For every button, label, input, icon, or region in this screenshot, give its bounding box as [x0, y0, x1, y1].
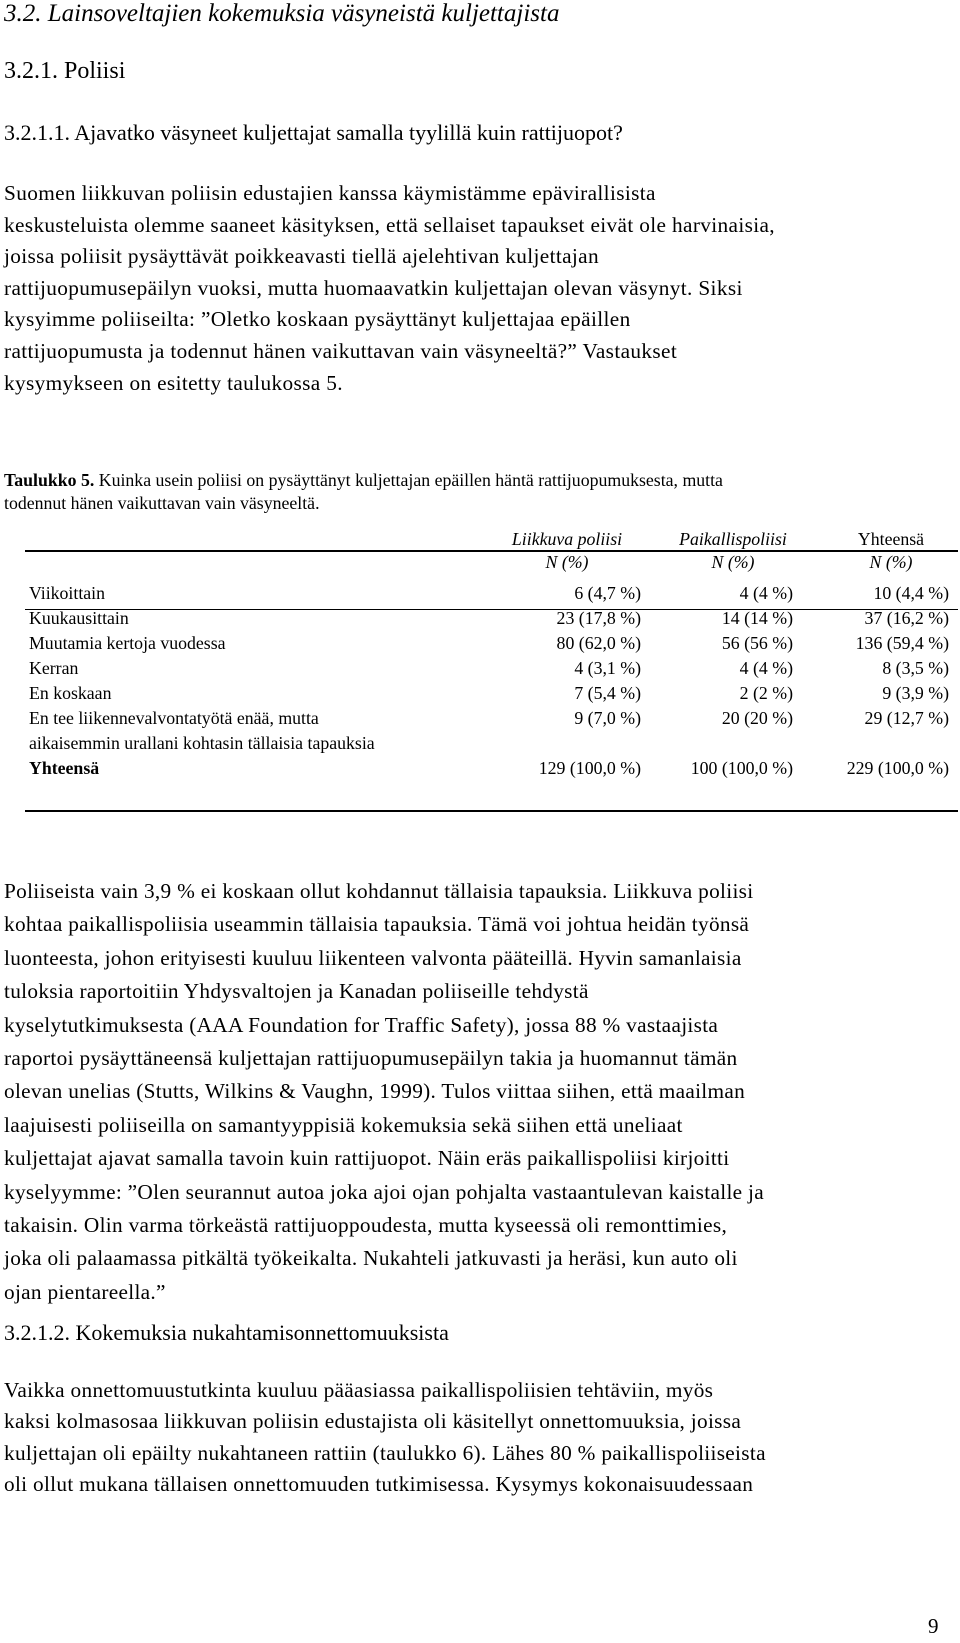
cell-liikkuva: 6 (4,7 %) [574, 583, 641, 603]
table-caption-label: Taulukko 5. [4, 470, 95, 490]
cell-liikkuva: 80 (62,0 %) [556, 633, 641, 653]
col-header-yhteensa [821, 528, 960, 574]
row-label: Kerran [29, 658, 79, 678]
cell-liikkuva: 129 (100,0 %) [538, 758, 641, 778]
paragraph-line: keskusteluista olemme saaneet käsityksen, että sellaiset tapaukset eivät ole harvinaisia, [4, 212, 775, 237]
col-header-unit: N (%) [545, 552, 589, 572]
cell-yhteensa: 29 (12,7 %) [864, 708, 949, 728]
table-caption [4, 469, 934, 515]
col-header-unit: N (%) [869, 552, 913, 572]
paragraph-line: kysymykseen on esitetty taulukossa 5. [4, 370, 343, 395]
paragraph-line: rattijuopumusta ja todennut hänen vaikuttavan vain väsyneeltä?” Vastaukset [4, 338, 678, 363]
row-label: En tee liikennevalvontatyötä enää, mutta [29, 708, 319, 728]
row-label: Viikoittain [29, 583, 105, 603]
cell-liikkuva: 23 (17,8 %) [556, 608, 641, 628]
table-bottom-rule [25, 810, 958, 812]
cell-yhteensa: 136 (59,4 %) [855, 633, 949, 653]
cell-paikallis: 14 (14 %) [721, 608, 793, 628]
paragraph-line: laajuisesti poliiseilla on samantyyppisiä kokemuksia sekä siihen että uneliaat [4, 1112, 683, 1137]
cell-yhteensa: 10 (4,4 %) [873, 583, 949, 603]
section-title: 3.2. Lainsoveltajien kokemuksia väsyneistä kuljettajista [4, 0, 560, 27]
page-number: 9 [928, 1614, 939, 1638]
paragraph-line: kyselytutkimuksesta (AAA Foundation for Traffic Safety), jossa 88 % vastaajista [4, 1012, 719, 1037]
intro-paragraph [4, 178, 944, 399]
paragraph-line: Poliiseista vain 3,9 % ei koskaan ollut kohdannut tällaisia tapauksia. Liikkuva poliisi [4, 879, 754, 903]
cell-yhteensa: 37 (16,2 %) [864, 608, 949, 628]
cell-paikallis: 2 (2 %) [739, 683, 793, 703]
table-header-rule [25, 609, 958, 610]
row-label: Muutamia kertoja vuodessa [29, 633, 226, 653]
subsubsection-title: 3.2.1.1. Ajavatko väsyneet kuljettajat samalla tyylillä kuin rattijuopot? [4, 120, 623, 145]
cell-paikallis: 100 (100,0 %) [690, 758, 793, 778]
cell-paikallis: 4 (4 %) [739, 583, 793, 603]
cell-yhteensa: 9 (3,9 %) [882, 683, 949, 703]
subsection-title: 3.2.1. Poliisi [4, 58, 126, 84]
paragraph-line: oli ollut mukana tällaisen onnettomuuden tutkimisessa. Kysymys kokonaisuudessaan [4, 1471, 754, 1496]
cell-liikkuva: 7 (5,4 %) [574, 683, 641, 703]
paragraph-line: takaisin. Olin varma törkeästä rattijuoppoudesta, mutta kyseessä oli remonttimies, [4, 1213, 728, 1238]
paragraph-line: joka oli palaamassa pitkältä työkeikalta. Nukahteli jatkuvasti ja heräsi, kun auto oli [4, 1246, 738, 1271]
paragraph-line: kysyimme poliiseilta: ”Oletko koskaan pysäyttänyt kuljettajaa epäillen [4, 307, 631, 332]
table-caption-text: Kuinka usein poliisi on pysäyttänyt kuljettajan epäillen häntä rattijuopumuksesta, mutta [94, 470, 723, 490]
paragraph-line: Suomen liikkuvan poliisin edustajien kanssa käymistämme epävirallisista [4, 181, 656, 205]
paragraph-line: rattijuopumusepäilyn vuoksi, mutta huomaavatkin kuljettajan olevan väsynyt. Siksi [4, 275, 743, 300]
table-caption-text-2: todennut hänen vaikuttavan vain väsyneeltä. [4, 493, 320, 513]
paragraph-line: kuljettajan oli epäilty nukahtaneen rattiin (taulukko 6). Lähes 80 % paikallispoliiseista [4, 1440, 766, 1465]
row-label: Yhteensä [29, 758, 100, 778]
paragraph-line: Vaikka onnettomuustutkinta kuuluu pääasiassa paikallispoliisien tehtäviin, myös [4, 1378, 714, 1402]
cell-paikallis: 56 (56 %) [721, 633, 793, 653]
subsubsection-title-2: 3.2.1.2. Kokemuksia nukahtamisonnettomuuksista [4, 1320, 449, 1345]
paragraph-line: kuljettajat ajavat samalla tavoin kuin rattijuopot. Näin eräs paikallispoliisi kirjoitti [4, 1146, 730, 1171]
paragraph-line: kaksi kolmasosaa liikkuvan poliisin edustajista oli käsitellyt onnettomuuksia, joissa [4, 1409, 742, 1434]
col-header-liikkuva [475, 528, 659, 574]
cell-paikallis: 20 (20 %) [721, 708, 793, 728]
row-label: En koskaan [29, 683, 112, 703]
cell-yhteensa: 229 (100,0 %) [846, 758, 949, 778]
results-paragraph [4, 875, 944, 1309]
paragraph-line: olevan unelias (Stutts, Wilkins & Vaughn, 1999). Tulos viittaa siihen, että maailman [4, 1079, 746, 1104]
paragraph-line: raportoi pysäyttäneensä kuljettajan rattijuopumusepäilyn takia ja huomannut tämän [4, 1046, 738, 1071]
col-header-name: Yhteensä [857, 529, 925, 549]
cell-yhteensa: 8 (3,5 %) [882, 658, 949, 678]
paragraph-line: luonteesta, johon erityisesti kuuluu liikenteen valvonta pääteillä. Hyvin samanlaisia [4, 945, 742, 970]
row-label: Kuukausittain [29, 608, 129, 628]
row-label-continued: aikaisemmin urallani kohtasin tällaisia tapauksia [29, 733, 375, 753]
paragraph-line: kohtaa paikallispoliisia useammin tällaisia tapauksia. Tämä voi johtua heidän työnsä [4, 912, 750, 937]
cell-liikkuva: 9 (7,0 %) [574, 708, 641, 728]
paragraph-line: tuloksia raportoitiin Yhdysvaltojen ja Kanadan poliiseille tehdystä [4, 979, 589, 1004]
col-header-name: Liikkuva poliisi [511, 529, 623, 549]
accidents-paragraph [4, 1375, 944, 1500]
cell-paikallis: 4 (4 %) [739, 658, 793, 678]
paragraph-line: joissa poliisit pysäyttävät poikkeavasti tiellä ajelehtivan kuljettajan [4, 244, 599, 269]
col-header-unit: N (%) [711, 552, 755, 572]
paragraph-line: ojan pientareella.” [4, 1279, 166, 1304]
col-header-name: Paikallispoliisi [679, 529, 787, 549]
paragraph-line: kyselyymme: ”Olen seurannut autoa joka ajoi ojan pohjalta vastaantulevan kaistalle ja [4, 1179, 765, 1204]
col-header-paikallis [649, 528, 817, 574]
cell-liikkuva: 4 (3,1 %) [574, 658, 641, 678]
